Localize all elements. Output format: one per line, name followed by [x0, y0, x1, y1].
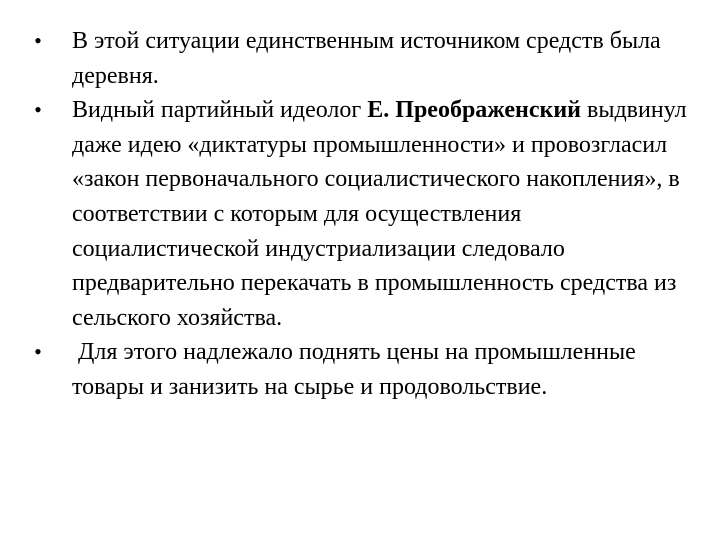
bullet-icon: •: [34, 339, 42, 365]
bullet-text-2-after: выдвинул даже идею «диктатуры промышленности» и провозгласил «закон первоначального социалистического накопления», в соответствии с которым для осуществления социалистической индустриализации следовало предварительно перекачать в промышленность средства из сельского хозяйства.: [72, 97, 687, 331]
bullet-item-1: [28, 24, 688, 93]
bullet-text-2-bold-name: Е. Преображенский: [367, 97, 581, 124]
bullet-text-1: В этой ситуации единственным источником средств была деревня.: [72, 28, 661, 89]
bullet-item-3: [28, 335, 688, 404]
bullet-text-3: Для этого надлежало поднять цены на промышленные товары и занизить на сырье и продовольствие.: [72, 339, 642, 400]
bullet-icon: •: [34, 28, 42, 53]
bullet-text-2: [72, 97, 687, 331]
bullet-list: [28, 24, 688, 405]
bullet-text-2-before: Видный партийный идеолог: [72, 97, 368, 124]
bullet-icon: •: [34, 97, 42, 123]
bullet-item-2: [28, 93, 688, 335]
